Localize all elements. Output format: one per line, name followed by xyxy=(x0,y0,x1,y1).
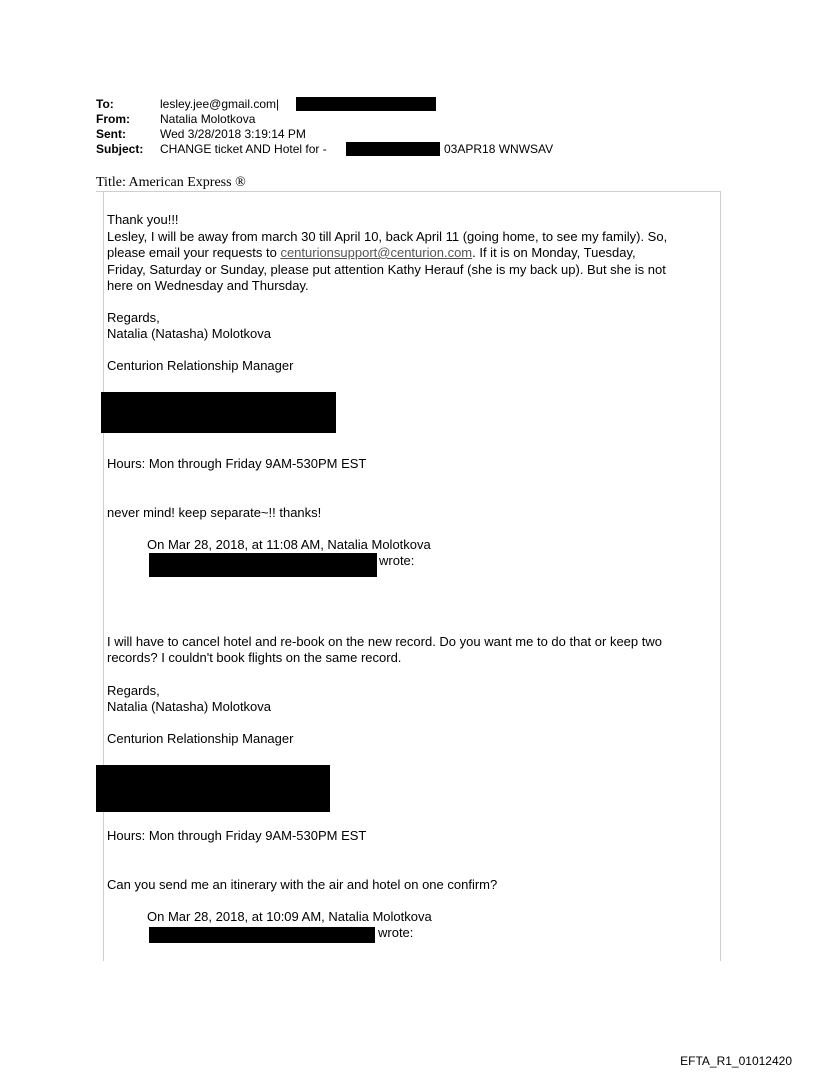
message3-regards: Regards, xyxy=(107,683,160,698)
message3-line2: records? I couldn't book flights on the same record. xyxy=(107,650,402,665)
document-id: EFTA_R1_01012420 xyxy=(680,1054,792,1068)
message4-quote-line: On Mar 28, 2018, at 10:09 AM, Natalia Molotkova xyxy=(147,909,432,924)
message1-line3-start: please email your requests to xyxy=(107,245,281,260)
subject-label: Subject: xyxy=(96,142,144,156)
message2-quote-wrote: wrote: xyxy=(379,553,415,568)
message3-line1: I will have to cancel hotel and re-book on the new record. Do you want me to do that or keep two xyxy=(107,634,662,649)
redaction-block xyxy=(296,97,436,111)
from-value: Natalia Molotkova xyxy=(160,112,256,126)
message4-body: Can you send me an itinerary with the air and hotel on one confirm? xyxy=(107,877,498,892)
message1-line2: Lesley, I will be away from march 30 till April 10, back April 11 (going home, to see my family). So, xyxy=(107,229,668,244)
redaction-block xyxy=(346,142,440,156)
message3-signature-role: Centurion Relationship Manager xyxy=(107,731,294,746)
subject-suffix: 03APR18 WNWSAV xyxy=(444,142,554,156)
message1-line5: here on Wednesday and Thursday. xyxy=(107,278,309,293)
message1-line4: Friday, Saturday or Sunday, please put attention Kathy Herauf (she is my back up). But she is not xyxy=(107,262,666,277)
subject-prefix: CHANGE ticket AND Hotel for - xyxy=(160,142,327,156)
message1-hours: Hours: Mon through Friday 9AM-530PM EST xyxy=(107,456,367,471)
message1-line3-end: . If it is on Monday, Tuesday, xyxy=(472,245,636,260)
to-label: To: xyxy=(96,97,114,111)
redaction-block xyxy=(96,765,330,812)
message3-hours: Hours: Mon through Friday 9AM-530PM EST xyxy=(107,828,367,843)
message3-signature-name: Natalia (Natasha) Molotkova xyxy=(107,699,272,714)
message2-body: never mind! keep separate~!! thanks! xyxy=(107,505,322,520)
message1-line3 xyxy=(107,245,636,261)
redaction-block xyxy=(149,553,377,577)
support-email-link[interactable]: centurionsupport@centurion.com xyxy=(280,245,473,260)
message1-signature-name: Natalia (Natasha) Molotkova xyxy=(107,326,272,341)
message4-quote-wrote: wrote: xyxy=(378,925,414,940)
title-line: Title: American Express ® xyxy=(96,175,246,190)
message1-regards: Regards, xyxy=(107,310,160,325)
redaction-block xyxy=(149,927,375,943)
sent-label: Sent: xyxy=(96,127,126,141)
message1-signature-role: Centurion Relationship Manager xyxy=(107,358,294,373)
to-value: lesley.jee@gmail.com| xyxy=(160,97,280,111)
message2-quote-line: On Mar 28, 2018, at 11:08 AM, Natalia Molotkova xyxy=(147,537,431,552)
redaction-block xyxy=(101,392,336,433)
from-label: From: xyxy=(96,112,130,126)
sent-value: Wed 3/28/2018 3:19:14 PM xyxy=(160,127,306,141)
message1-line1: Thank you!!! xyxy=(107,212,179,227)
